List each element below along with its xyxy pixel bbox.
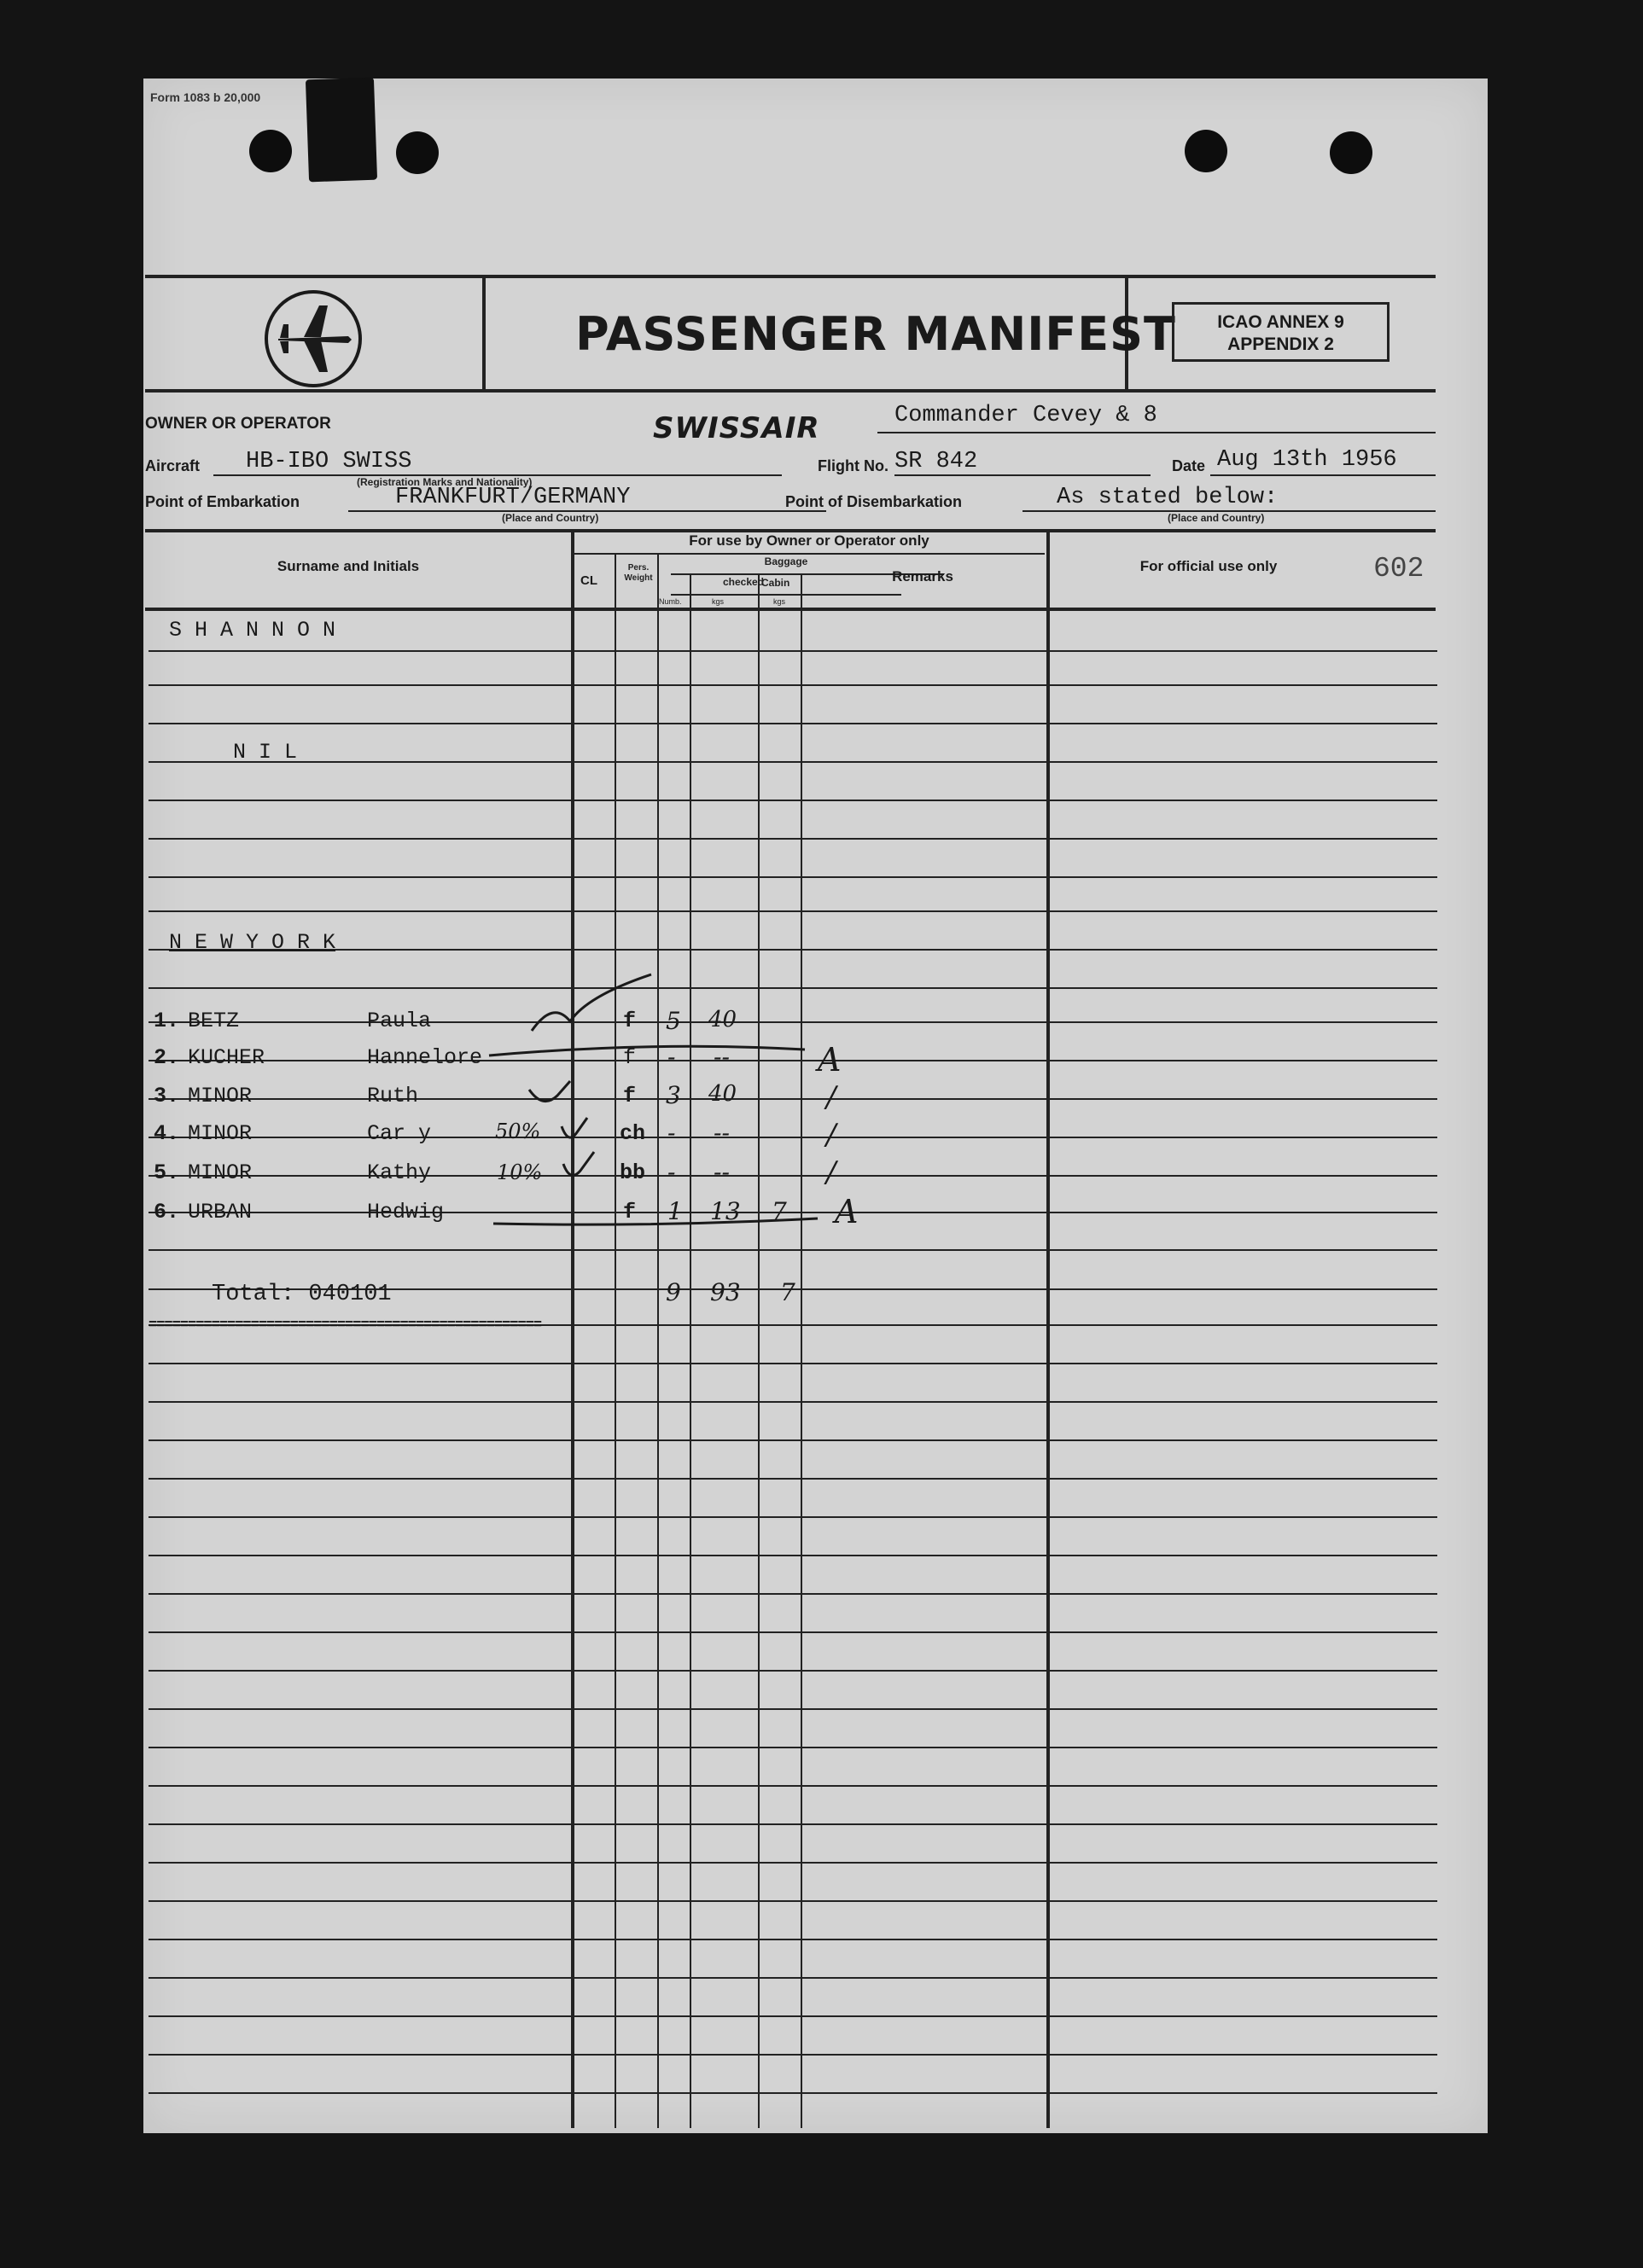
passenger-weight: bb	[620, 1160, 646, 1185]
disembarkation-sublabel: (Place and Country)	[1168, 512, 1265, 524]
handwritten-marks	[143, 79, 1488, 2133]
passenger-first-name: Paula	[367, 1009, 432, 1033]
form-number: Form 1083 b 20,000	[150, 90, 261, 104]
passenger-number: 2.	[154, 1045, 180, 1070]
owner-value: Commander Cevey & 8	[894, 403, 1157, 428]
cabin-kgs: 7	[772, 1197, 787, 1225]
disembarkation-label: Point of Disembarkation	[785, 493, 963, 510]
official-use-header: For official use only	[1139, 558, 1278, 574]
numb-subheader: Numb.	[659, 597, 682, 606]
passenger-first-name: Ruth	[367, 1084, 419, 1108]
equals-rule: ==================================================	[149, 1317, 542, 1334]
passenger-remark: A	[835, 1193, 859, 1230]
disembarkation-value: As stated below:	[1057, 485, 1279, 510]
baggage-kgs: 13	[710, 1197, 741, 1225]
baggage-numb: -	[667, 1158, 676, 1186]
cl-column-header: CL	[580, 573, 597, 588]
baggage-numb: 5	[666, 1007, 681, 1035]
passenger-surname: MINOR	[188, 1084, 253, 1108]
icao-line-1: ICAO ANNEX 9	[1217, 312, 1344, 332]
official-number: 602	[1373, 553, 1425, 584]
check-mark-icon	[529, 1081, 570, 1102]
baggage-kgs: --	[714, 1119, 730, 1147]
total-numb: 9	[666, 1278, 681, 1306]
embarkation-sublabel: (Place and Country)	[502, 512, 599, 524]
owner-use-header: For use by Owner or Operator only	[689, 532, 929, 549]
passenger-surname: BETZ	[188, 1009, 240, 1033]
flight-label: Flight No.	[818, 457, 889, 474]
owner-label: OWNER OR OPERATOR	[145, 415, 331, 433]
baggage-kgs: 40	[708, 1081, 737, 1107]
cabin-header: Cabin	[761, 577, 790, 589]
flight-value: SR 842	[894, 449, 978, 474]
passenger-first-name: Hannelore	[367, 1045, 483, 1070]
aircraft-sublabel: (Registration Marks and Nationality)	[357, 476, 533, 488]
passenger-number: 5.	[154, 1160, 180, 1185]
passenger-remark: A	[818, 1041, 842, 1079]
passenger-first-name: Hedwig	[367, 1200, 445, 1224]
baggage-kgs: 40	[708, 1007, 737, 1032]
section-new-york: N E W Y O R K	[169, 930, 336, 955]
surname-column-header: Surname and Initials	[277, 558, 420, 574]
pers-weight-header: Pers. Weight	[624, 563, 653, 583]
passenger-remark: /	[826, 1118, 836, 1152]
embarkation-value: FRANKFURT/GERMANY	[395, 485, 631, 510]
strike-through-line	[493, 1218, 818, 1224]
baggage-kgs: --	[714, 1158, 730, 1186]
passenger-first-name: Car y	[367, 1121, 432, 1146]
passenger-fare-note: 50%	[495, 1119, 541, 1143]
baggage-header: Baggage	[764, 555, 808, 567]
passenger-weight: f	[623, 1009, 637, 1033]
baggage-numb: -	[667, 1119, 676, 1147]
aircraft-label: Aircraft	[145, 457, 201, 474]
passenger-number: 1.	[154, 1009, 180, 1033]
total-kgs: 93	[710, 1278, 741, 1306]
passenger-remark: /	[826, 1155, 836, 1189]
page-title: PASSENGER MANIFEST	[575, 307, 1176, 361]
cabin-kgs-subheader: kgs	[773, 597, 786, 606]
swissair-brand: SWISSAIR	[653, 411, 820, 445]
date-value: Aug 13th 1956	[1217, 447, 1397, 473]
aircraft-value: HB-IBO SWISS	[246, 449, 412, 474]
passenger-weight: ch	[620, 1121, 646, 1146]
passenger-surname: KUCHER	[188, 1045, 265, 1070]
date-label: Date	[1172, 457, 1206, 474]
passenger-weight: f	[623, 1200, 637, 1224]
embarkation-label: Point of Embarkation	[145, 493, 300, 510]
passenger-weight: f	[623, 1084, 637, 1108]
check-mark-icon	[532, 974, 651, 1031]
section-nil: N I L	[233, 740, 298, 765]
passenger-number: 6.	[154, 1200, 180, 1224]
baggage-kgs: --	[714, 1043, 730, 1071]
check-mark-icon	[563, 1152, 594, 1175]
icao-line-2: APPENDIX 2	[1227, 334, 1334, 354]
strike-through-line	[489, 1046, 805, 1055]
passenger-first-name: Kathy	[367, 1160, 432, 1185]
kgs-subheader: kgs	[712, 597, 725, 606]
passenger-surname: MINOR	[188, 1121, 253, 1146]
passenger-remark: /	[826, 1080, 836, 1114]
total-label: Total: 040101	[212, 1282, 392, 1307]
baggage-numb: -	[667, 1043, 676, 1071]
check-mark-icon	[562, 1118, 587, 1137]
passenger-surname: URBAN	[188, 1200, 253, 1224]
passenger-weight: f	[623, 1045, 637, 1070]
baggage-numb: 1	[667, 1197, 683, 1225]
section-shannon: S H A N N O N	[169, 618, 336, 643]
passenger-fare-note: 10%	[497, 1160, 543, 1184]
baggage-numb: 3	[666, 1081, 681, 1109]
remarks-column-header: Remarks	[892, 568, 953, 584]
total-cabin: 7	[780, 1278, 795, 1306]
manifest-sheet	[143, 79, 1488, 2133]
passenger-number: 3.	[154, 1084, 180, 1108]
passenger-number: 4.	[154, 1121, 180, 1146]
passenger-surname: MINOR	[188, 1160, 253, 1185]
checked-header: checked	[722, 576, 765, 588]
